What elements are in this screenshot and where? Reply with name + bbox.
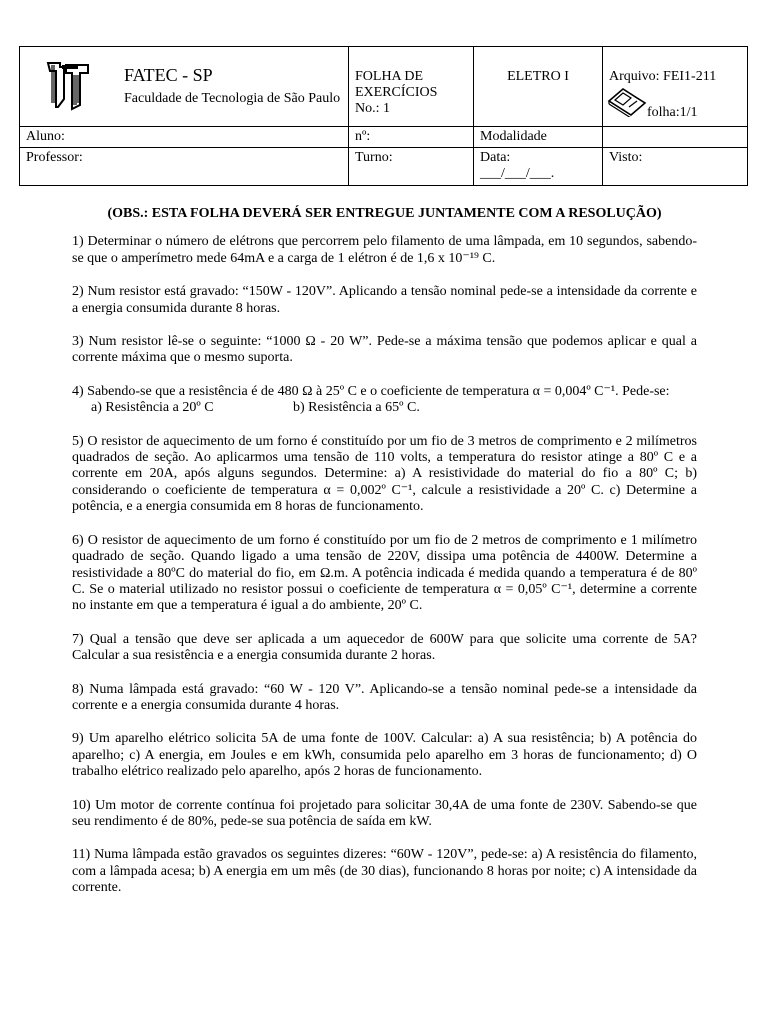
sheet-title-cell <box>349 47 474 127</box>
question-7: 7) Qual a tensão que deve ser aplicada a um aquecedor de 600W para que solicite uma corrente de 5A? Calcular a sua resistência e a energia consumida durante 2 horas. <box>72 631 697 664</box>
question-3: 3) Num resistor lê-se o seguinte: “1000 Ω - 20 W”. Pede-se a máxima tensão que podemos aplicar e qual a corrente máxima que o mesmo suporta. <box>72 334 697 366</box>
number-label: nº: <box>349 127 474 148</box>
school-name: FATEC - SP <box>124 65 213 85</box>
question-4: 4) Sabendo-se que a resistência é de 480 Ω à 25º C e o coeficiente de temperatura α = 0,004º C⁻¹. Pede-se: <box>72 383 670 399</box>
file-cell <box>603 47 748 127</box>
question-6: 6) O resistor de aquecimento de um forno é constituído por um fio de 2 metros de comprimento e 1 milímetro quadrado de seção. Quando ligado a uma tensão de 220V, dissipa uma potência de 4400W. Determine a resistividade a 80ºC do material do fio, em Ω.m. A potência indicada é medida quando a temperatura é de 80º C. Se o material utilizado no resistor possui o coeficiente de temperatura α = 0,05º C⁻¹, determine a corrente no instante em que a temperatura é igual a do ambiente, 20º C. <box>72 532 697 614</box>
question-4b: b) Resistência a 65º C. <box>293 400 420 416</box>
question-5: 5) O resistor de aquecimento de um forno é constituído por um fio de 3 metros de comprimento e 2 milímetros quadrados de seção. Ao aplicarmos uma tensão de 110 volts, a temperatura do resistor atinge a 80º C e a corrente em 20A, após alguns segundos. Determine: a) A resistividade do material do fio a 80º C; b) considerando o coeficiente de temperatura α = 0,002º C⁻¹, calcule a resistividade a 20º C. c) Determine a potência, e a energia consumida em 8 horas de funcionamento. <box>72 433 697 515</box>
question-4a: a) Resistência a 20º C <box>91 400 214 416</box>
floppy-disk-icon <box>607 87 647 117</box>
page-count: folha:1/1 <box>647 105 698 120</box>
fatec-logo <box>44 59 92 111</box>
observation-note: (OBS.: ESTA FOLHA DEVERÁ SER ENTREGUE JUNTAMENTE COM A RESOLUÇÃO) <box>107 206 662 221</box>
empty-cell <box>603 127 748 148</box>
shift-label: Turno: <box>349 148 474 186</box>
date-label: Data: <box>480 150 511 165</box>
date-value: ___/___/___. <box>480 166 555 181</box>
question-4-items <box>72 400 697 416</box>
approval-label: Visto: <box>603 148 748 186</box>
question-2: 2) Num resistor está gravado: “150W - 120V”. Aplicando a tensão nominal pede-se a intensidade da corrente e a energia consumida durante 8 horas. <box>72 284 697 316</box>
exercise-content <box>72 206 697 897</box>
question-10: 10) Um motor de corrente contínua foi projetado para solicitar 30,4A de uma fonte de 230V. Sabendo-se que seu rendimento é de 80%, pede-se sua potência de saída em kW. <box>72 797 697 829</box>
student-label: Aluno: <box>20 127 349 148</box>
professor-label: Professor: <box>20 148 349 186</box>
course-name: ELETRO I <box>507 69 569 84</box>
header-table <box>19 46 748 186</box>
course-cell <box>474 47 603 127</box>
question-11: 11) Numa lâmpada estão gravados os seguintes dizeres: “60W - 120V”, pede-se: a) A resistência do filamento, com a lâmpada acesa; b) A energia em um mês (de 30 dias), funcionando 8 horas por noite; c) A intensidade da corrente. <box>72 847 697 896</box>
school-cell <box>20 47 349 127</box>
modality-label: Modalidade <box>474 127 603 148</box>
question-1: 1) Determinar o número de elétrons que percorrem pelo filamento de uma lâmpada, em 10 segundos, sabendo-se que o amperímetro mede 64mA e a carga de 1 elétron é de 1,6 x 10⁻¹⁹ C. <box>72 234 697 266</box>
file-code: Arquivo: FEI1-211 <box>609 69 717 84</box>
question-8: 8) Numa lâmpada está gravado: “60 W - 120 V”. Aplicando-se a tensão nominal pede-se a intensidade da corrente e a energia consumida durante 4 horas. <box>72 681 697 713</box>
question-9: 9) Um aparelho elétrico solicita 5A de uma fonte de 100V. Calcular: a) A sua resistência; b) A potência do aparelho; c) A energia, em Joules e em kWh, consumida pelo aparelho em 3 horas de funcionamento; d) O trabalho elétrico realizado pelo aparelho, após 2 horas de funcionamento. <box>72 731 697 780</box>
school-full-name: Faculdade de Tecnologia de São Paulo <box>124 91 341 106</box>
sheet-title: FOLHA DE EXERCÍCIOS <box>355 69 438 100</box>
date-cell <box>474 148 603 186</box>
sheet-number: No.: 1 <box>355 101 390 116</box>
